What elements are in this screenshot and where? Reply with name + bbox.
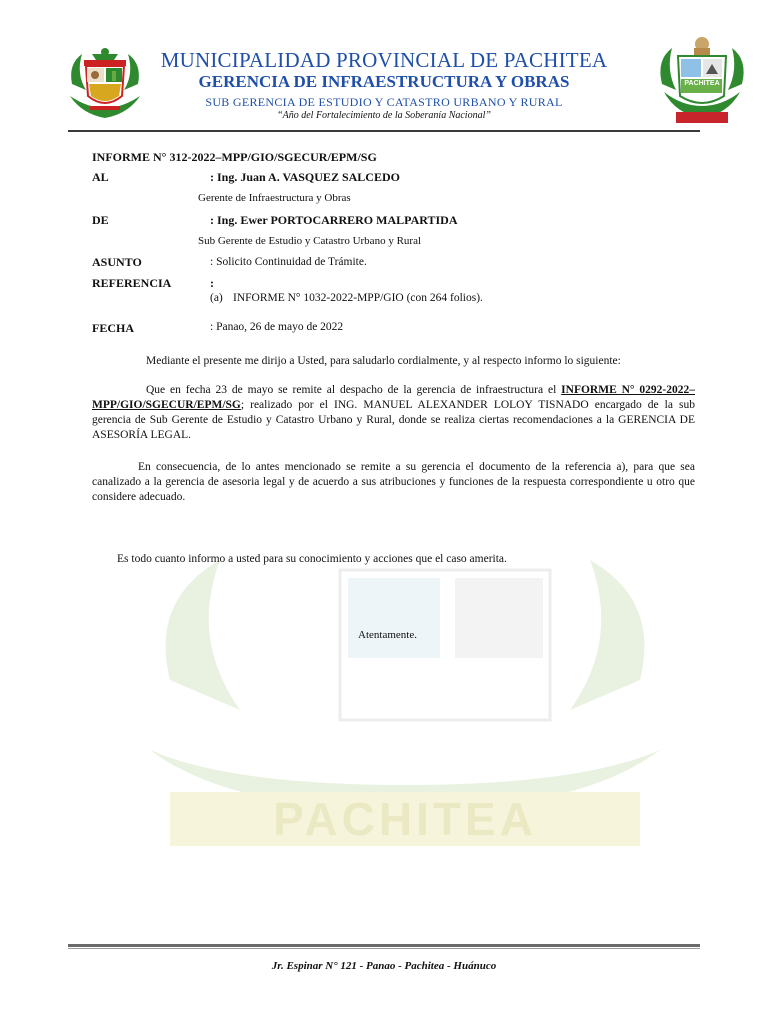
de-label: DE [92,213,109,227]
paragraph-1 [92,383,695,443]
fecha-value: : Panao, 26 de mayo de 2022 [210,321,344,333]
year-motto: “Año del Fortalecimiento de la Soberanía Nacional” [277,110,491,121]
footer-divider [68,944,700,947]
informe-number: INFORME N° 312-2022–MPP/GIO/SGECUR/EPM/SG [92,150,377,164]
referencia-label: REFERENCIA [92,276,172,290]
municipality-title: MUNICIPALIDAD PROVINCIAL DE PACHITEA [160,48,608,72]
watermark-text: PACHITEA [273,793,537,845]
logo-banner-text: PACHITEA [684,80,720,87]
al-label: AL [92,170,109,184]
de-role: Sub Gerente de Estudio y Catastro Urbano y Rural [198,235,422,247]
al-value: : Ing. Juan A. VASQUEZ SALCEDO [210,170,400,184]
referencia-item: INFORME N° 1032-2022-MPP/GIO (con 264 folios). [233,292,483,304]
de-value: : Ing. Ewer PORTOCARRERO MALPARTIDA [210,213,458,227]
footer-divider-thin [68,948,700,949]
footer-address: Jr. Espinar N° 121 - Panao - Pachitea - Huánuco [271,960,497,972]
signoff: Atentamente. [358,629,417,641]
sub-department-title: SUB GERENCIA DE ESTUDIO Y CATASTRO URBANO Y RURAL [205,95,563,109]
header-divider [68,130,700,132]
al-role: Gerente de Infraestructura y Obras [198,192,351,204]
department-title: GERENCIA DE INFRAESTRUCTURA Y OBRAS [198,72,570,91]
asunto-value: : Solicito Continuidad de Trámite. [210,256,367,268]
referencia-marker: (a) [210,292,223,304]
paragraph-2: En consecuencia, de lo antes mencionado se remite a su gerencia el documento de la referencia a), para que sea canalizado a la gerencia de asesoria legal y de acuerdo a sus atribuciones y funciones de la respuesta correspondiente u otro que considere adecuado. [92,461,695,503]
closing-paragraph: Es todo cuanto informo a usted para su conocimiento y acciones que el caso amerita. [117,553,507,565]
asunto-label: ASUNTO [92,255,142,269]
paragraph-1-informe-ref: INFORME N° 0292-2022–MPP/GIO/SGECUR/EPM/SG [92,384,695,411]
intro-paragraph: Mediante el presente me dirijo a Usted, para saludarlo cordialmente, y al respecto informo lo siguiente: [146,355,621,367]
fecha-label: FECHA [92,321,134,335]
referencia-colon: : [210,276,214,290]
paragraph-1-lead: Que en fecha 23 de mayo se remite al despacho de la gerencia de infraestructura el [146,384,562,396]
paragraph-1-tail: ; realizado por el ING. MANUEL ALEXANDER LOLOY TISNADO encargado de la sub gerencia de Sub Gerente de Estudio y Catastro Urbano y Rural, donde se realiza ciertas recomendaciones a la GERENCIA DE ASESORÍA LEGAL. [92,399,695,441]
